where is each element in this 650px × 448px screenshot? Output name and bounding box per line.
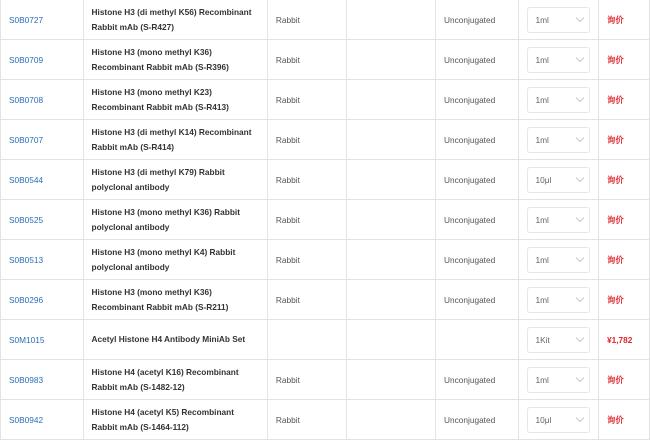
conjugate-cell: Unconjugated	[436, 0, 519, 40]
host-species-cell: Rabbit	[267, 0, 346, 40]
catalog-number-link[interactable]: S0B0708	[9, 94, 44, 105]
chevron-down-icon	[576, 174, 584, 182]
empty-cell	[347, 400, 436, 440]
chevron-down-icon	[576, 214, 584, 222]
catalog-number-cell	[1, 80, 84, 120]
catalog-number-link[interactable]: S0B0296	[9, 294, 44, 305]
catalog-number-cell	[1, 160, 84, 200]
catalog-number-cell	[1, 200, 84, 240]
product-name-cell: Histone H3 (di methyl K79) Rabbit polyclonal antibody	[83, 160, 267, 200]
conjugate-cell: Unconjugated	[436, 40, 519, 80]
size-cell	[518, 280, 598, 320]
size-select[interactable]	[527, 367, 590, 393]
size-select[interactable]	[527, 407, 590, 433]
catalog-number-cell	[1, 400, 84, 440]
product-table-body	[1, 0, 650, 440]
size-cell	[518, 400, 598, 440]
price-cell: 询价	[599, 40, 650, 80]
empty-cell	[347, 80, 436, 120]
chevron-down-icon	[576, 14, 584, 22]
empty-cell	[347, 320, 436, 360]
conjugate-cell: Unconjugated	[436, 400, 519, 440]
size-cell	[518, 360, 598, 400]
host-species-cell	[267, 320, 346, 360]
host-species-cell: Rabbit	[267, 160, 346, 200]
size-select-value: 1Kit	[535, 334, 550, 345]
price-cell: ¥1,782	[599, 320, 650, 360]
table-row	[1, 240, 650, 280]
size-cell	[518, 240, 598, 280]
size-cell	[518, 200, 598, 240]
product-name-cell: Histone H3 (mono methyl K36) Recombinant Rabbit mAb (S-R396)	[83, 40, 267, 80]
empty-cell	[347, 40, 436, 80]
size-cell	[518, 160, 598, 200]
conjugate-cell	[436, 320, 519, 360]
chevron-down-icon	[576, 414, 584, 422]
product-name-cell: Histone H3 (di methyl K14) Recombinant Rabbit mAb (S-R414)	[83, 120, 267, 160]
table-row	[1, 320, 650, 360]
product-name-cell: Histone H3 (mono methyl K4) Rabbit polyclonal antibody	[83, 240, 267, 280]
catalog-number-link[interactable]: S0B0709	[9, 54, 44, 65]
price-cell: 询价	[599, 200, 650, 240]
size-select[interactable]	[527, 207, 590, 233]
table-row	[1, 400, 650, 440]
table-row	[1, 200, 650, 240]
catalog-number-cell	[1, 240, 84, 280]
size-select-value: 1ml	[535, 94, 549, 105]
empty-cell	[347, 240, 436, 280]
catalog-number-link[interactable]: S0B0513	[9, 254, 44, 265]
catalog-number-link[interactable]: S0B0727	[9, 14, 44, 25]
size-select[interactable]	[527, 7, 590, 33]
price-cell: 询价	[599, 240, 650, 280]
table-row	[1, 0, 650, 40]
price-cell: 询价	[599, 360, 650, 400]
host-species-cell: Rabbit	[267, 200, 346, 240]
chevron-down-icon	[576, 54, 584, 62]
host-species-cell: Rabbit	[267, 400, 346, 440]
price-cell: 询价	[599, 80, 650, 120]
chevron-down-icon	[576, 374, 584, 382]
catalog-number-link[interactable]: S0B0942	[9, 414, 44, 425]
size-select[interactable]	[527, 247, 590, 273]
size-cell	[518, 40, 598, 80]
size-cell	[518, 120, 598, 160]
conjugate-cell: Unconjugated	[436, 240, 519, 280]
table-row	[1, 360, 650, 400]
host-species-cell: Rabbit	[267, 280, 346, 320]
size-select-value: 10μl	[535, 174, 552, 185]
table-row	[1, 280, 650, 320]
size-cell	[518, 320, 598, 360]
table-row	[1, 160, 650, 200]
table-row	[1, 40, 650, 80]
size-select-value: 1ml	[535, 134, 549, 145]
price-cell: 询价	[599, 400, 650, 440]
size-select-value: 1ml	[535, 54, 549, 65]
size-select-value: 1ml	[535, 374, 549, 385]
conjugate-cell: Unconjugated	[436, 80, 519, 120]
host-species-cell: Rabbit	[267, 360, 346, 400]
conjugate-cell: Unconjugated	[436, 120, 519, 160]
catalog-number-link[interactable]: S0B0525	[9, 214, 44, 225]
size-select-value: 10μl	[535, 414, 552, 425]
catalog-number-link[interactable]: S0M1015	[9, 334, 45, 345]
chevron-down-icon	[576, 294, 584, 302]
host-species-cell: Rabbit	[267, 40, 346, 80]
size-select-value: 1ml	[535, 214, 549, 225]
conjugate-cell: Unconjugated	[436, 160, 519, 200]
price-cell: 询价	[599, 280, 650, 320]
size-select[interactable]	[527, 127, 590, 153]
catalog-number-cell	[1, 120, 84, 160]
chevron-down-icon	[576, 94, 584, 102]
product-name-cell: Acetyl Histone H4 Antibody MiniAb Set	[83, 320, 267, 360]
host-species-cell: Rabbit	[267, 240, 346, 280]
size-select[interactable]	[527, 87, 590, 113]
catalog-number-cell	[1, 40, 84, 80]
product-name-cell: Histone H3 (mono methyl K36) Rabbit polyclonal antibody	[83, 200, 267, 240]
catalog-number-link[interactable]: S0B0707	[9, 134, 44, 145]
empty-cell	[347, 280, 436, 320]
size-select[interactable]	[527, 327, 590, 353]
catalog-number-cell	[1, 280, 84, 320]
product-name-cell: Histone H4 (acetyl K5) Recombinant Rabbit mAb (S-1464-112)	[83, 400, 267, 440]
empty-cell	[347, 160, 436, 200]
conjugate-cell: Unconjugated	[436, 280, 519, 320]
size-select-value: 1ml	[535, 14, 549, 25]
chevron-down-icon	[576, 254, 584, 262]
catalog-number-cell	[1, 360, 84, 400]
empty-cell	[347, 120, 436, 160]
table-row	[1, 80, 650, 120]
size-select[interactable]	[527, 47, 590, 73]
catalog-number-link[interactable]: S0B0983	[9, 374, 44, 385]
chevron-down-icon	[576, 134, 584, 142]
host-species-cell: Rabbit	[267, 80, 346, 120]
price-cell: 询价	[599, 0, 650, 40]
empty-cell	[347, 360, 436, 400]
size-select[interactable]	[527, 287, 590, 313]
catalog-number-link[interactable]: S0B0544	[9, 174, 44, 185]
table-row	[1, 120, 650, 160]
price-cell: 询价	[599, 160, 650, 200]
size-select[interactable]	[527, 167, 590, 193]
host-species-cell: Rabbit	[267, 120, 346, 160]
empty-cell	[347, 0, 436, 40]
product-name-cell: Histone H3 (mono methyl K36) Recombinant Rabbit mAb (S-R211)	[83, 280, 267, 320]
size-cell	[518, 0, 598, 40]
product-name-cell: Histone H4 (acetyl K16) Recombinant Rabbit mAb (S-1482-12)	[83, 360, 267, 400]
product-name-cell: Histone H3 (mono methyl K23) Recombinant Rabbit mAb (S-R413)	[83, 80, 267, 120]
conjugate-cell: Unconjugated	[436, 360, 519, 400]
size-cell	[518, 80, 598, 120]
chevron-down-icon	[576, 334, 584, 342]
catalog-number-cell	[1, 320, 84, 360]
empty-cell	[347, 200, 436, 240]
conjugate-cell: Unconjugated	[436, 200, 519, 240]
size-select-value: 1ml	[535, 294, 549, 305]
price-cell: 询价	[599, 120, 650, 160]
catalog-number-cell	[1, 0, 84, 40]
product-name-cell: Histone H3 (di methyl K56) Recombinant Rabbit mAb (S-R427)	[83, 0, 267, 40]
size-select-value: 1ml	[535, 254, 549, 265]
